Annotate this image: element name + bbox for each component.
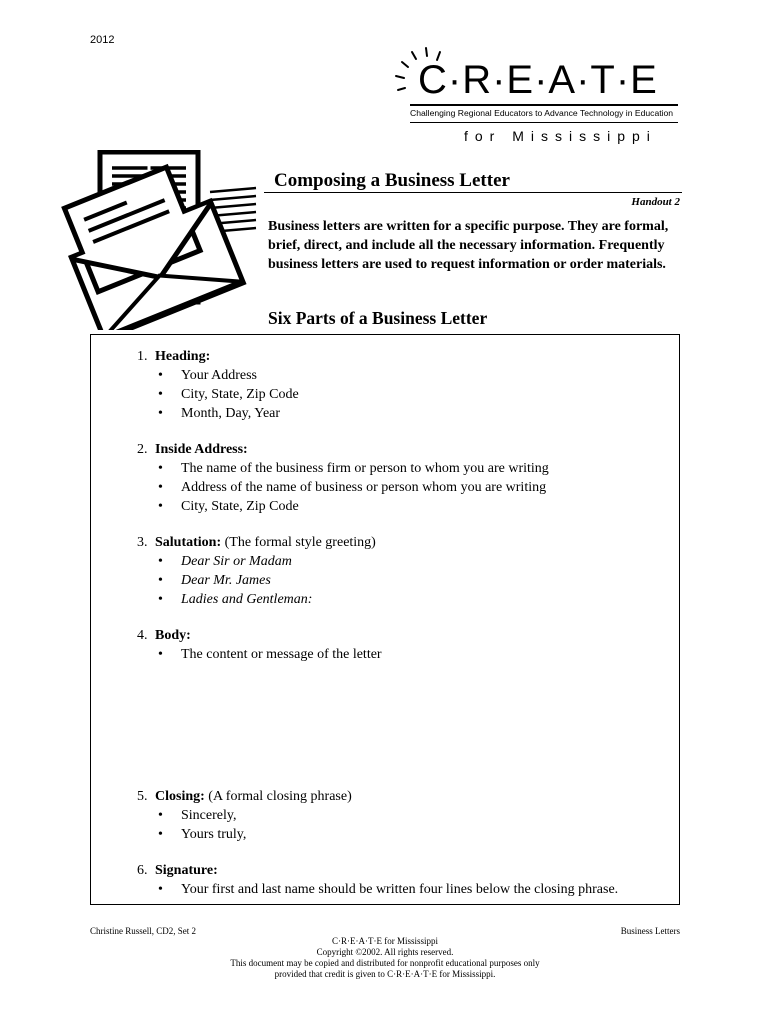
footer-line: C·R·E·A·T·E for Mississippi	[332, 936, 438, 946]
part-number: 2.	[137, 442, 148, 457]
bullet-icon: •	[158, 406, 163, 421]
list-item: • Ladies and Gentleman:	[158, 592, 313, 607]
logo-wordmark: C·R·E·A·T·E	[418, 58, 658, 102]
part-signature	[137, 861, 618, 899]
bullet-icon: •	[158, 592, 163, 607]
bullet-icon: •	[158, 827, 163, 842]
part-note: (A formal closing phrase)	[204, 789, 352, 804]
part-salutation	[137, 533, 376, 609]
part-heading	[137, 347, 299, 423]
part-note: (The formal style greeting)	[221, 535, 376, 550]
bullet-icon: •	[158, 808, 163, 823]
part-number: 3.	[137, 535, 148, 550]
year-label: 2012	[90, 34, 115, 46]
part-body	[137, 626, 382, 664]
create-logo	[392, 44, 684, 152]
list-item: • Sincerely,	[158, 808, 237, 823]
parts-box	[90, 334, 680, 905]
bullet-icon: •	[158, 647, 163, 662]
intro-paragraph: Business letters are written for a specific purpose. They are formal, brief, direct, and include all the necessary information. Frequently business letters are used to request information or order materials.	[268, 219, 669, 272]
part-label: Heading:	[155, 349, 211, 364]
bullet-icon: •	[158, 461, 163, 476]
list-item: • Yours truly,	[158, 827, 247, 842]
part-label: Inside Address:	[155, 442, 248, 457]
part-label: Body:	[155, 628, 191, 643]
footer-author: Christine Russell, CD2, Set 2	[90, 926, 197, 936]
logo-subtitle: for Mississippi	[464, 128, 657, 144]
part-closing	[137, 787, 352, 844]
part-number: 1.	[137, 349, 148, 364]
page-title: Composing a Business Letter	[274, 170, 510, 191]
list-item: • Your first and last name should be written four lines below the closing phrase.	[158, 882, 619, 897]
part-number: 6.	[137, 863, 148, 878]
bullet-icon: •	[158, 573, 163, 588]
list-item: • City, State, Zip Code	[158, 499, 299, 514]
section-title: Six Parts of a Business Letter	[268, 308, 488, 328]
bullet-icon: •	[158, 387, 163, 402]
part-number: 4.	[137, 628, 148, 643]
list-item: • Address of the name of business or person whom you are writing	[158, 480, 547, 495]
part-label: Signature:	[155, 863, 218, 878]
list-item: • The content or message of the letter	[158, 647, 382, 662]
footer-line: Copyright ©2002. All rights reserved.	[316, 947, 454, 957]
bullet-icon: •	[158, 480, 163, 495]
list-item: • Your Address	[158, 368, 257, 383]
list-item: • The name of the business firm or person to whom you are writing	[158, 461, 549, 476]
footer-line: provided that credit is given to C·R·E·A·T·E for Mississippi.	[274, 969, 496, 979]
list-item: • Dear Mr. James	[158, 573, 271, 588]
handout-label: Handout 2	[631, 196, 680, 208]
bullet-icon: •	[158, 882, 163, 897]
logo-tagline: Challenging Regional Educators to Advance Technology in Education	[410, 108, 674, 118]
bullet-icon: •	[158, 499, 163, 514]
bullet-icon: •	[158, 554, 163, 569]
footer-line: This document may be copied and distributed for nonprofit educational purposes only	[230, 958, 540, 968]
bullet-icon: •	[158, 368, 163, 383]
part-inside-address	[137, 440, 549, 516]
list-item: • Month, Day, Year	[158, 406, 281, 421]
footer-copyright	[0, 936, 770, 980]
list-item: • Dear Sir or Madam	[158, 554, 292, 569]
title-divider	[264, 192, 682, 193]
footer-topic: Business Letters	[620, 926, 680, 936]
logo-divider	[410, 122, 678, 123]
list-item: • City, State, Zip Code	[158, 387, 299, 402]
part-label: Salutation:	[155, 535, 222, 550]
logo-divider	[410, 104, 678, 106]
letter-envelope-icon	[60, 150, 270, 330]
part-number: 5.	[137, 789, 148, 804]
part-label: Closing:	[155, 789, 205, 804]
